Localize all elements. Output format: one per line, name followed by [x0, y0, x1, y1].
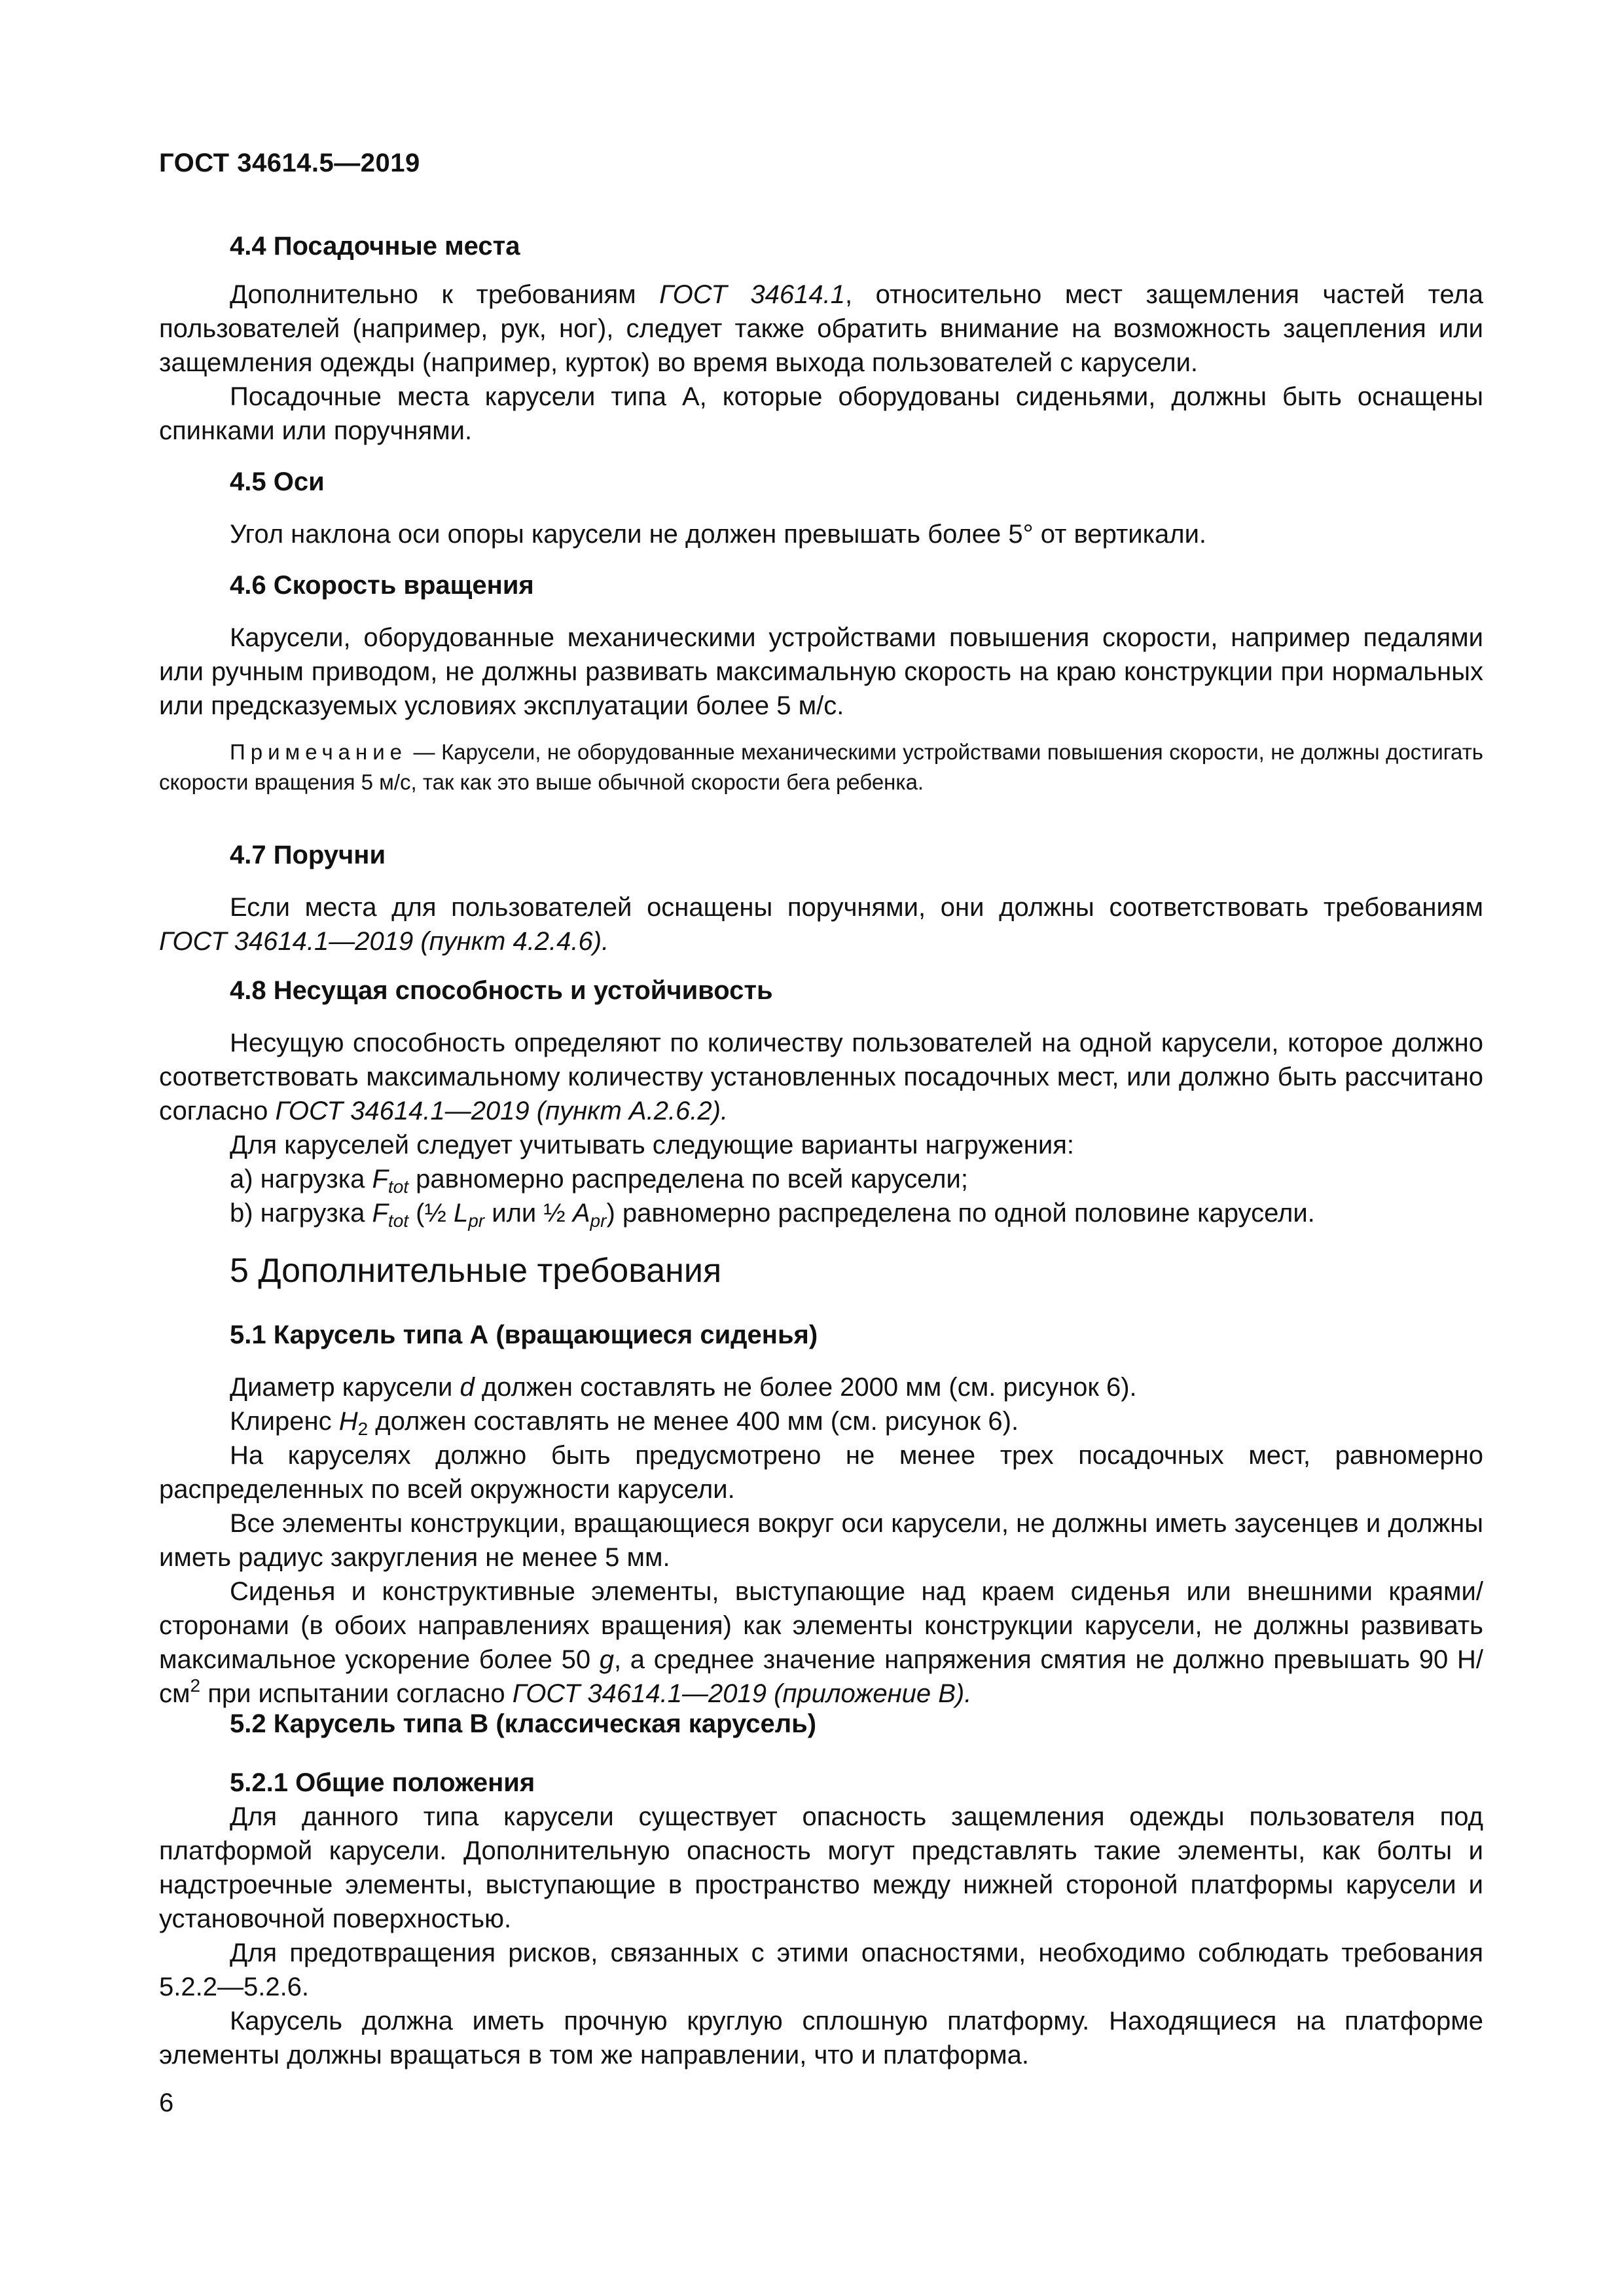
paragraph: Если места для пользователей оснащены поручнями, они должны соответствовать требованиям ГОСТ 34614.1—2019 (пункт 4.2.4.6). — [159, 893, 1483, 956]
section-title: 4.7 Поручни — [230, 841, 386, 869]
section-title: 4.8 Несущая способность и устойчивость — [230, 976, 773, 1005]
section-4-7 — [159, 838, 1483, 958]
paragraph: Посадочные места карусели типа А, которые оборудованы сиденьями, должны быть оснащены спинками или поручнями. — [159, 382, 1483, 445]
paragraph: Все элементы конструкции, вращающиеся вокруг оси карусели, не должны иметь заусенцев и должны иметь радиус закругления не менее 5 мм. — [159, 1509, 1483, 1572]
page-number: 6 — [159, 2088, 174, 2117]
section-5-2 — [159, 1707, 1483, 1741]
paragraph: Дополнительно к требованиям ГОСТ 34614.1, относительно мест защемления частей тела пользователей (например, рук, ног), следует также обратить внимание на возможность зацепления или защемления одежды (например, курток) во время выхода пользователей с карусели. — [159, 280, 1484, 377]
paragraph: Сиденья и конструктивные элементы, выступающие над краем сиденья или внешними краями/ сторонами (в обоих направлениях вращения) как элементы конструкции карусели, не должны развивать максимальное ускорение более 50 g, а среднее значение напряжения смятия не должно превышать 90 $Н/см^2$ при испытании согласно ГОСТ 34614.1—2019 (приложение В). — [159, 1577, 1483, 1708]
paragraph: Карусели, оборудованные механическими устройствами повышения скорости, например педалями или ручным приводом, не должны развивать максимальную скорость на краю конструкции при нормальных или предсказуемых условиях эксплуатации более 5 м/с. — [159, 623, 1483, 720]
section-5-1 — [159, 1318, 1483, 1711]
paragraph: Несущую способность определяют по количеству пользователей на одной карусели, которое должно соответствовать максимальному количеству установленных посадочных мест, или должно быть рассчитано согласно ГОСТ 34614.1—2019 (пункт А.2.6.2). — [159, 1029, 1483, 1125]
section-title: 5.2.1 Общие положения — [230, 1768, 535, 1797]
note: Примечание — Карусели, не оборудованные механическими устройствами повышения скорости, не должны достигать скорости вращения 5 м/с, так как это выше обычной скорости бега ребенка. — [159, 740, 1483, 794]
paragraph: Карусель должна иметь прочную круглую сплошную платформу. Находящиеся на платформе элементы должны вращаться в том же направлении, что и платформа. — [159, 2007, 1483, 2069]
paragraph: Диаметр карусели d должен составлять не более 2000 мм (см. рисунок 6). — [230, 1373, 1137, 1402]
paragraph: На каруселях должно быть предусмотрено не менее трех посадочных мест, равномерно распределенных по всей окружности карусели. — [159, 1441, 1483, 1504]
section-title: 4.6 Скорость вращения — [230, 571, 534, 600]
paragraph: Для предотвращения рисков, связанных с этими опасностями, необходимо соблюдать требования 5.2.2—5.2.6. — [159, 1939, 1483, 2001]
paragraph: Для каруселей следует учитывать следующие варианты нагружения: — [230, 1131, 1074, 1159]
section-title: 4.5 Оси — [230, 467, 325, 496]
section-4-4 — [159, 229, 1483, 448]
document-header: ГОСТ 34614.5—2019 — [159, 149, 420, 177]
list-item: a) нагрузка $F_{tot}$ равномерно распределена по всей карусели; — [230, 1165, 968, 1197]
list-item: b) нагрузка $F_{tot}$ (½ $L_{pr}$ или ½ $A_{pr}$) равномерно распределена по одной половине карусели. — [230, 1199, 1315, 1231]
section-title: 4.4 Посадочные места — [230, 232, 520, 261]
paragraph: Угол наклона оси опоры карусели не должен превышать более 5° от вертикали. — [230, 520, 1207, 549]
paragraph: Для данного типа карусели существует опасность защемления одежды пользователя под платформой карусели. Дополнительную опасность могут представлять такие элементы, как болты и надстроечные элементы, выступающие в пространство между нижней стороной платформы карусели и установочной поверхностью. — [159, 1802, 1483, 1933]
section-4-5 — [159, 465, 1483, 551]
section-title: 5.1 Карусель типа А (вращающиеся сиденья) — [230, 1321, 818, 1349]
section-5-2-1 — [159, 1766, 1483, 2072]
section-title: 5.2 Карусель типа В (классическая карусель) — [230, 1709, 817, 1738]
section-4-6 — [159, 568, 1483, 797]
paragraph: Клиренс $H_2$ должен составлять не менее 400 мм (см. рисунок 6). — [230, 1407, 1019, 1439]
section-5 — [159, 1254, 1483, 1288]
chapter-title: 5 Дополнительные требования — [230, 1252, 722, 1290]
section-4-8 — [159, 974, 1483, 1230]
